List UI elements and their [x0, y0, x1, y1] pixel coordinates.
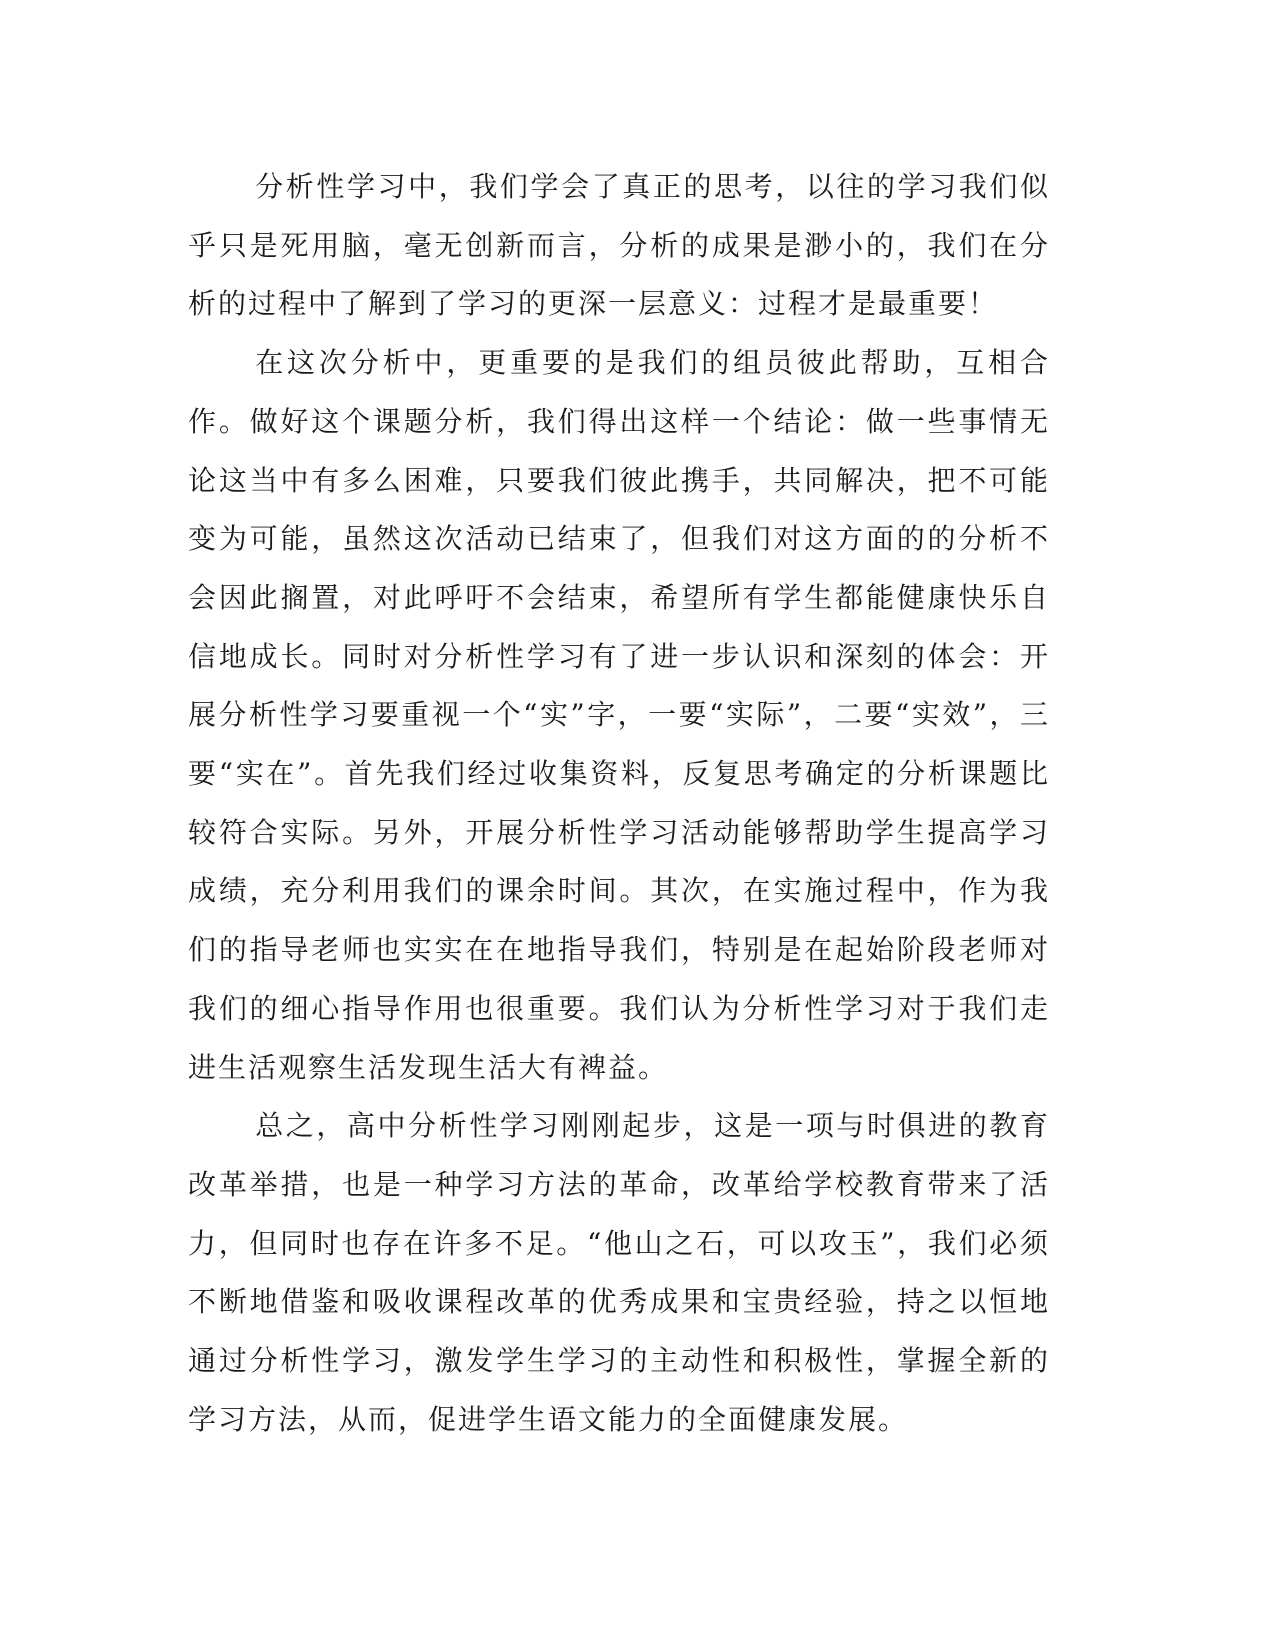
paragraph-2: 在这次分析中，更重要的是我们的组员彼此帮助，互相合作。做好这个课题分析，我们得出这样一个结论：做一些事情无论这当中有多么困难，只要我们彼此携手，共同解决，把不可能变为可能，虽然这次活动已结束了，但我们对这方面的的分析不会因此搁置，对此呼吁不会结束，希望所有学生都能健康快乐自信地成长。同时对分析性学习有了进一步认识和深刻的体会：开展分析性学习要重视一个“实”字，一要“实际”，二要“实效”，三要“实在”。首先我们经过收集资料，反复思考确定的分析课题比较符合实际。另外，开展分析性学习活动能够帮助学生提高学习成绩，充分利用我们的课余时间。其次，在实施过程中，作为我们的指导老师也实实在在地指导我们，特别是在起始阶段老师对我们的细心指导作用也很重要。我们认为分析性学习对于我们走进生活观察生活发现生活大有裨益。	[188, 346, 1050, 1084]
paragraph-1: 分析性学习中，我们学会了真正的思考，以往的学习我们似乎只是死用脑，毫无创新而言，分析的成果是渺小的，我们在分析的过程中了解到了学习的更深一层意义：过程才是最重要！	[188, 170, 1050, 321]
document-body	[188, 158, 1050, 1449]
paragraph-3: 总之，高中分析性学习刚刚起步，这是一项与时俱进的教育改革举措，也是一种学习方法的革命，改革给学校教育带来了活力，但同时也存在许多不足。“他山之石，可以攻玉”，我们必须不断地借鉴和吸收课程改革的优秀成果和宝贵经验，持之以恒地通过分析性学习，激发学生学习的主动性和积极性，掌握全新的学习方法，从而，促进学生语文能力的全面健康发展。	[188, 1109, 1050, 1436]
